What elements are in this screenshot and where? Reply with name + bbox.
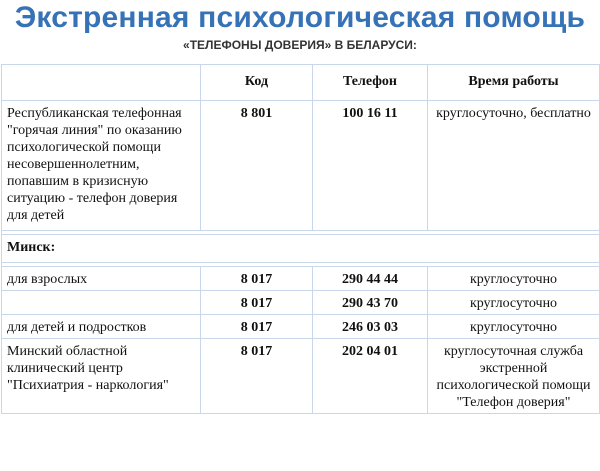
page-subtitle: «ТЕЛЕФОНЫ ДОВЕРИЯ» В БЕЛАРУСИ: <box>183 38 417 52</box>
column-header-phone: Телефон <box>313 65 428 101</box>
row-code: 8 017 <box>201 315 313 339</box>
helplines-table <box>1 64 600 414</box>
row-name: Минский областной клинический центр "Психиатрия - наркология" <box>2 339 201 414</box>
table-row <box>2 339 600 414</box>
row-phone: 290 43 70 <box>313 291 428 315</box>
row-phone: 100 16 11 <box>313 101 428 231</box>
row-phone: 290 44 44 <box>313 267 428 291</box>
section-minsk-label: Минск: <box>2 235 600 263</box>
row-hours: круглосуточная служба экстренной психологической помощи "Телефон доверия" <box>428 339 600 414</box>
column-header-name <box>2 65 201 101</box>
row-hours: круглосуточно, бесплатно <box>428 101 600 231</box>
table-row <box>2 291 600 315</box>
page-title: Экстренная психологическая помощь <box>14 1 586 34</box>
row-code: 8 017 <box>201 291 313 315</box>
row-name: для детей и подростков <box>2 315 201 339</box>
column-header-hours: Время работы <box>428 65 600 101</box>
row-hours: круглосуточно <box>428 291 600 315</box>
table-row <box>2 101 600 231</box>
row-code: 8 017 <box>201 339 313 414</box>
row-phone: 246 03 03 <box>313 315 428 339</box>
table-row <box>2 267 600 291</box>
row-hours: круглосуточно <box>428 267 600 291</box>
row-phone: 202 04 01 <box>313 339 428 414</box>
table-header-row <box>2 65 600 101</box>
row-hours: круглосуточно <box>428 315 600 339</box>
row-code: 8 801 <box>201 101 313 231</box>
column-header-code: Код <box>201 65 313 101</box>
section-minsk-row <box>2 235 600 263</box>
row-name: для взрослых <box>2 267 201 291</box>
row-name <box>2 291 201 315</box>
row-code: 8 017 <box>201 267 313 291</box>
row-name: Республиканская телефонная "горячая линия" по оказанию психологической помощи несовершеннолетним, попавшим в кризисную ситуацию - телефон доверия для детей <box>2 101 201 231</box>
table-row <box>2 315 600 339</box>
